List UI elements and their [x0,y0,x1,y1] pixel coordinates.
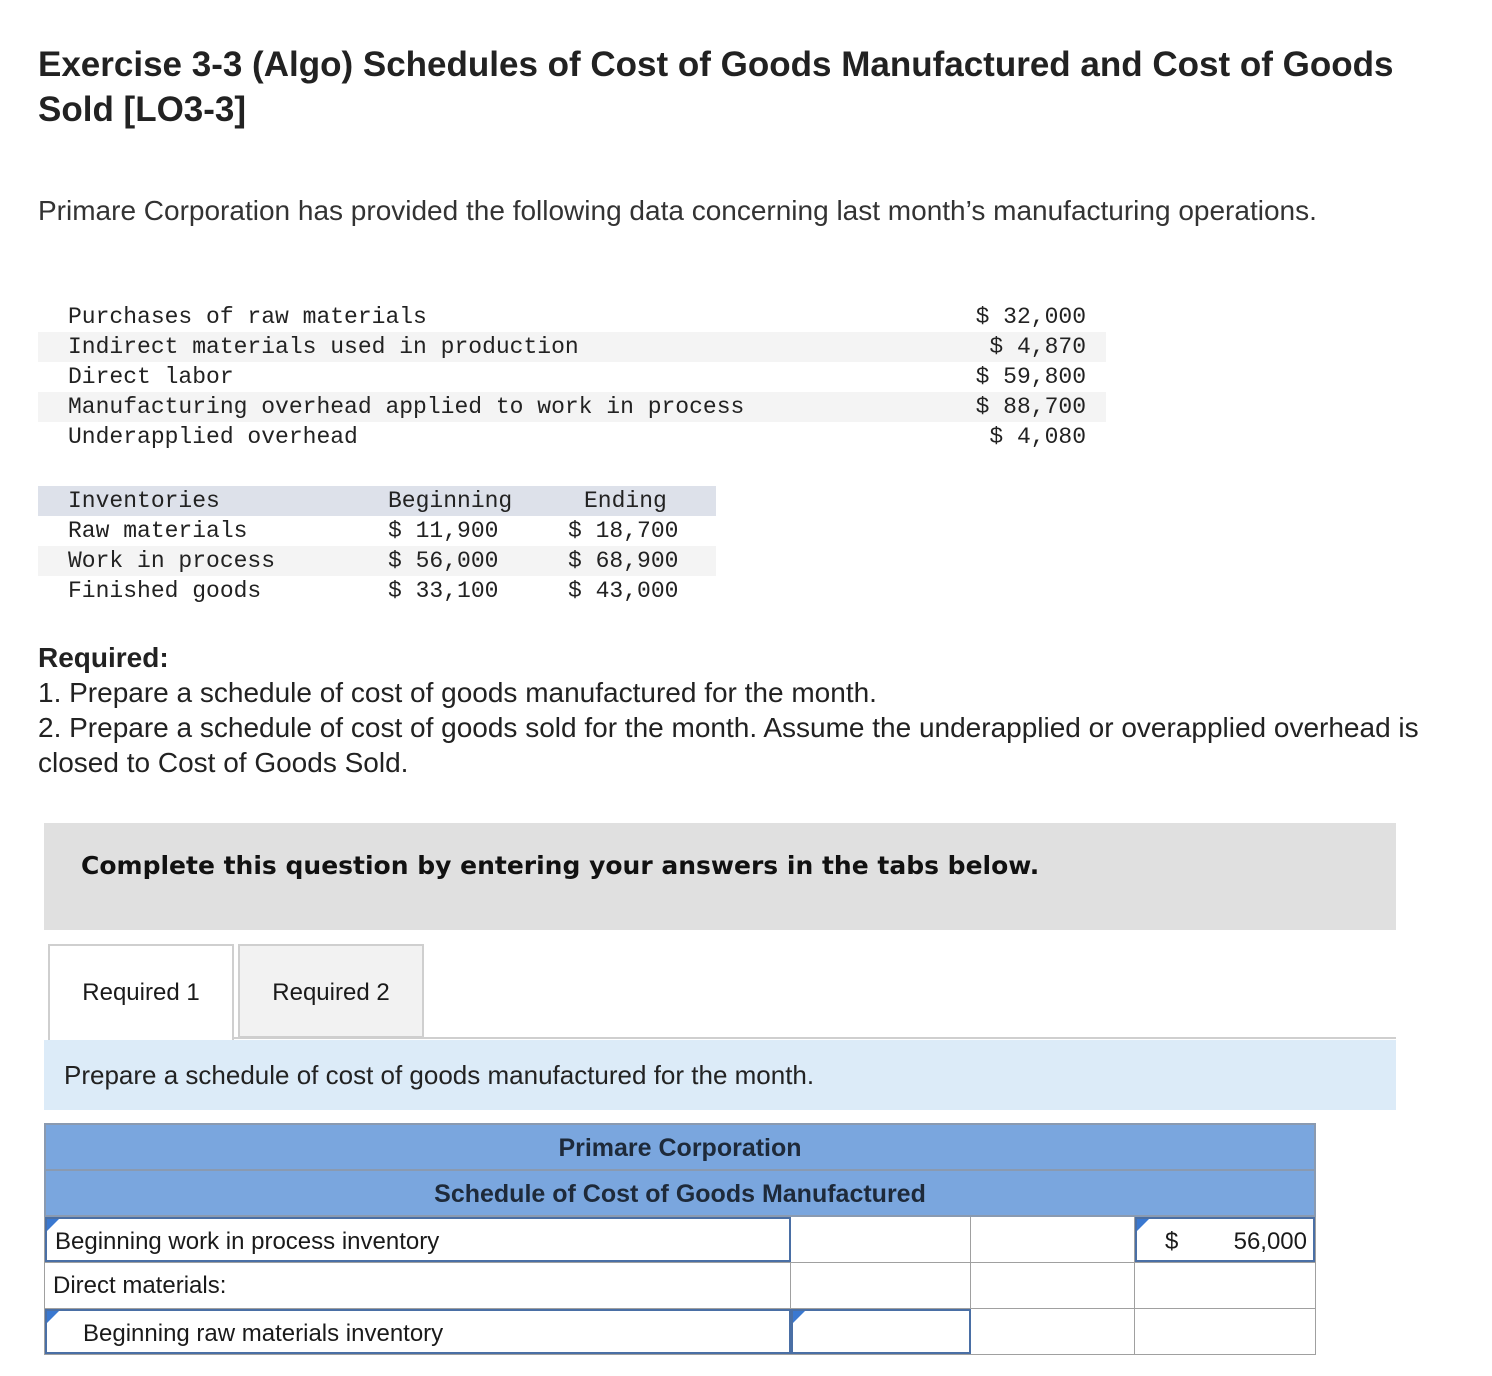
cost-data-value: $ 59,800 [975,364,1086,390]
inventory-name: Raw materials [68,518,248,544]
inventory-ending: $ 68,900 [568,548,679,574]
schedule-total-value: 56,000 [1233,1228,1307,1255]
tab-divider [234,1037,1396,1039]
tab-required-2[interactable]: Required 2 [238,944,424,1038]
cost-data-value: $ 4,870 [989,334,1086,360]
complete-notice: Complete this question by entering your answers in the tabs below. [81,851,1040,880]
inventory-row [38,546,716,576]
required-heading: Required: [38,642,169,673]
inventory-name: Work in process [68,548,276,574]
inventories-header-row [38,486,716,516]
schedule-table [44,1123,1316,1355]
currency-symbol: $ [1165,1228,1179,1255]
cost-data-value: $ 32,000 [975,304,1086,330]
cost-data-row [38,302,1106,332]
inventory-name: Finished goods [68,578,262,604]
ending-header: Ending [584,488,667,514]
required-item: 2. Prepare a schedule of cost of goods sold for the month. Assume the underapplied or overapplied overhead is closed to Cost of Goods Sold. [38,712,1419,778]
cost-data-value: $ 4,080 [989,424,1086,450]
page-title: Exercise 3-3 (Algo) Schedules of Cost of Goods Manufactured and Cost of Goods Sold [LO3-3] [38,45,1394,129]
inventory-row [38,576,716,606]
inventory-beginning: $ 33,100 [388,578,499,604]
schedule-amount-cell[interactable] [1135,1309,1315,1354]
instruction-banner [44,1040,1396,1110]
schedule-amount-input[interactable] [791,1309,971,1354]
inventory-beginning: $ 56,000 [388,548,499,574]
schedule-row-label: Direct materials: [45,1263,791,1308]
schedule-label-input[interactable] [45,1217,791,1262]
cost-data-row [38,422,1106,452]
complete-notice-box [44,823,1396,930]
beginning-header: Beginning [388,488,513,514]
inventory-ending: $ 18,700 [568,518,679,544]
dropdown-marker-icon [47,1219,59,1231]
cost-data-row [38,392,1106,422]
inventory-beginning: $ 11,900 [388,518,499,544]
cost-data-table [38,302,1106,452]
schedule-amount-cell[interactable] [971,1309,1135,1354]
cost-data-label: Purchases of raw materials [68,304,427,330]
schedule-row [44,1263,1316,1309]
schedule-amount-cell[interactable] [791,1217,971,1262]
cost-data-label: Direct labor [68,364,234,390]
schedule-total-input[interactable] [1135,1217,1315,1262]
cost-data-label: Manufacturing overhead applied to work in process [68,394,745,420]
schedule-amount-cell [791,1263,971,1308]
schedule-amount-cell [971,1263,1135,1308]
inventory-row [38,516,716,546]
dropdown-marker-icon [1137,1219,1149,1231]
dropdown-marker-icon [793,1311,805,1323]
cost-data-label: Underapplied overhead [68,424,358,450]
required-item: 1. Prepare a schedule of cost of goods manufactured for the month. [38,677,877,708]
schedule-company: Primare Corporation [44,1123,1316,1169]
schedule-row [44,1217,1316,1263]
schedule-label-input[interactable] [45,1309,791,1354]
schedule-title: Schedule of Cost of Goods Manufactured [44,1169,1316,1217]
instruction-text: Prepare a schedule of cost of goods manufactured for the month. [64,1060,815,1090]
cost-data-row [38,332,1106,362]
tab-required-1[interactable]: Required 1 [48,944,234,1040]
tab-bar [44,944,1396,1039]
required-section [38,640,1438,780]
schedule-row-label: Beginning work in process inventory [55,1228,440,1255]
inventories-header: Inventories [68,488,220,514]
schedule-amount-cell [1135,1263,1315,1308]
intro-text: Primare Corporation has provided the following data concerning last month’s manufacturing operations. [38,195,1317,226]
inventory-ending: $ 43,000 [568,578,679,604]
schedule-amount-cell[interactable] [971,1217,1135,1262]
dropdown-marker-icon [47,1311,59,1323]
schedule-row [44,1309,1316,1355]
schedule-row-label: Beginning raw materials inventory [83,1320,444,1347]
cost-data-label: Indirect materials used in production [68,334,579,360]
inventories-table [38,486,716,606]
cost-data-row [38,362,1106,392]
cost-data-value: $ 88,700 [975,394,1086,420]
